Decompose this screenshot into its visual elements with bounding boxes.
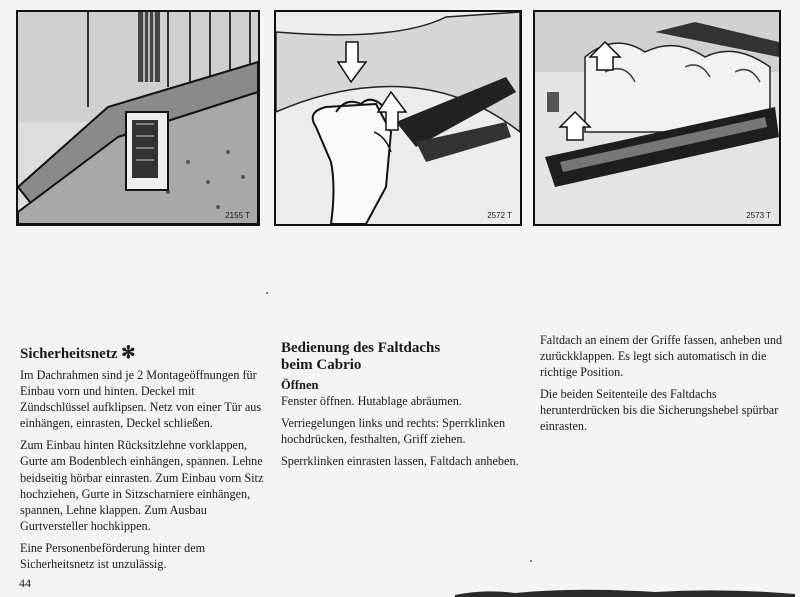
section-folding-roof [281,340,526,475]
paragraph: Eine Personenbeförderung hinter dem Sicherheitsnetz ist unzulässig. [20,540,206,572]
paragraph: Fenster öffnen. Hutablage abräumen. [281,394,462,408]
section-title-text: Sicherheitsnetz [20,346,118,362]
section-title [20,344,267,363]
paragraph: Faltdach an einem der Griffe fassen, anheben und zurückklappen. Es legt sich automatisch in die richtige Position. [540,333,783,380]
paragraph: Verriegelungen links und rechts: Sperrklinken hochdrücken, festhalten, Griff ziehen. [281,416,506,447]
figure-latch-release [274,10,522,226]
section-safety-net [20,344,267,578]
figure-code: 2572 T [487,211,512,220]
figure-code: 2573 T [746,211,771,220]
section-title [281,340,526,374]
section-subtitle: Öffnen [281,378,319,392]
scan-speck [266,292,268,294]
hand-pressing-latch-illustration [276,12,520,224]
seatbelt-mount-illustration [18,12,258,224]
page-number: 44 [19,576,31,590]
figure-code: 2155 T [225,211,250,220]
section-title-line2: beim Cabrio [281,357,362,373]
paragraph: Zum Einbau hinten Rücksitzlehne vorklappen, Gurte am Bodenblech einhängen, spannen. Lehne beidseitig hörbar einrasten. Zum Einbau vorn Sitz hochziehen, Gurte in Sitzscharniere einhängen, spannen, Lehne klappen. Zum Ausbau Gurtversteller hochkippen. [20,438,264,533]
paragraph: Die beiden Seitenteile des Faltdachs herunterdrücken bis die Sicherungshebel spürbar einrasten. [540,387,779,434]
section-folding-roof-continued [540,332,785,441]
asterisk-marker: ✻ [121,343,136,362]
figure-seatbelt-mount [16,10,260,226]
paragraph: Sperrklinken einrasten lassen, Faltdach anheben. [281,454,519,469]
scan-smudge [455,585,795,597]
folding-roof-illustration [535,12,779,224]
figure-folding-roof [533,10,781,226]
scan-speck [530,560,532,562]
section-title-line1: Bedienung des Faltdachs [281,340,441,356]
paragraph: Im Dachrahmen sind je 2 Montageöffnungen für Einbau vorn und hinten. Deckel mit Zündschlüssel aufklipsen. Netz von einer Tür aus einhängen, einrasten, Deckel schließen. [20,368,262,431]
